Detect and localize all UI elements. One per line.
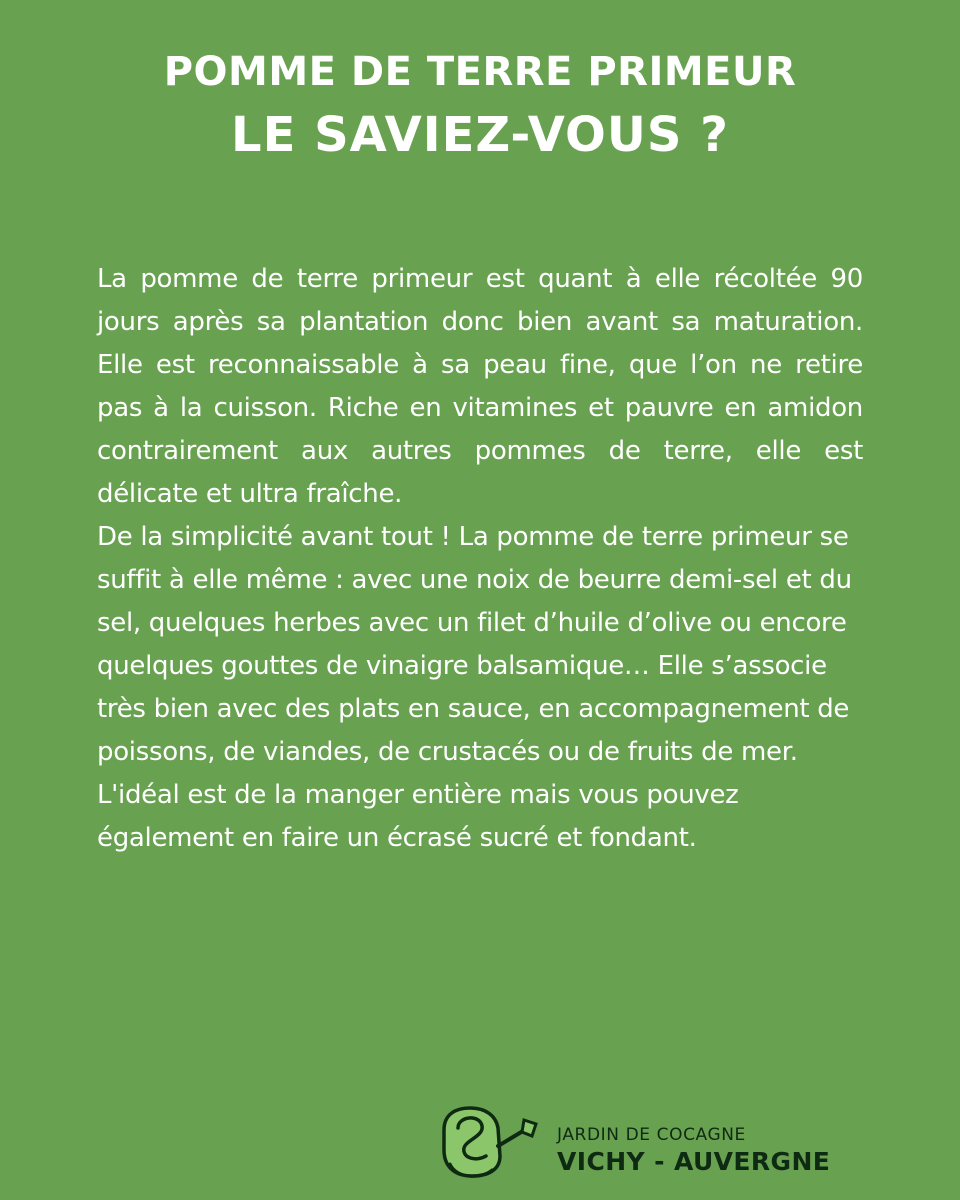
brand-logo: [436, 1102, 864, 1182]
header: [0, 44, 960, 168]
brand-line-1: JARDIN DE COCAGNE: [557, 1125, 746, 1145]
brand-line-2: VICHY - AUVERGNE: [557, 1147, 831, 1176]
page-subtitle: LE SAVIEZ-VOUS ?: [231, 107, 729, 163]
brand-name: [557, 1124, 867, 1178]
article-body: [97, 258, 863, 860]
paragraph-description: La pomme de terre primeur est quant à elle récoltée 90 jours après sa plantation donc bien avant sa maturation. Elle est reconnaissable à sa peau fine, que l’on ne retire pas à la cuisson. Riche en vitamines et pauvre en amidon contrairement aux autres pommes de terre, elle est délicate et ultra fraîche.: [97, 264, 863, 509]
paragraph-serving: De la simplicité avant tout ! La pomme de terre primeur se suffit à elle même : avec une noix de beurre demi-sel et du sel, quelques herbes avec un filet d’huile d’olive ou encore quelques gouttes de vinaigre balsamique… Elle s’associe très bien avec des plats en sauce, en accompagnement de poissons, de viandes, de crustacés ou de fruits de mer. L'idéal est de la manger entière mais vous pouvez également en faire un écrasé sucré et fondant.: [97, 522, 852, 853]
page-title: POMME DE TERRE PRIMEUR: [163, 49, 797, 95]
watering-can-icon: [436, 1102, 546, 1182]
